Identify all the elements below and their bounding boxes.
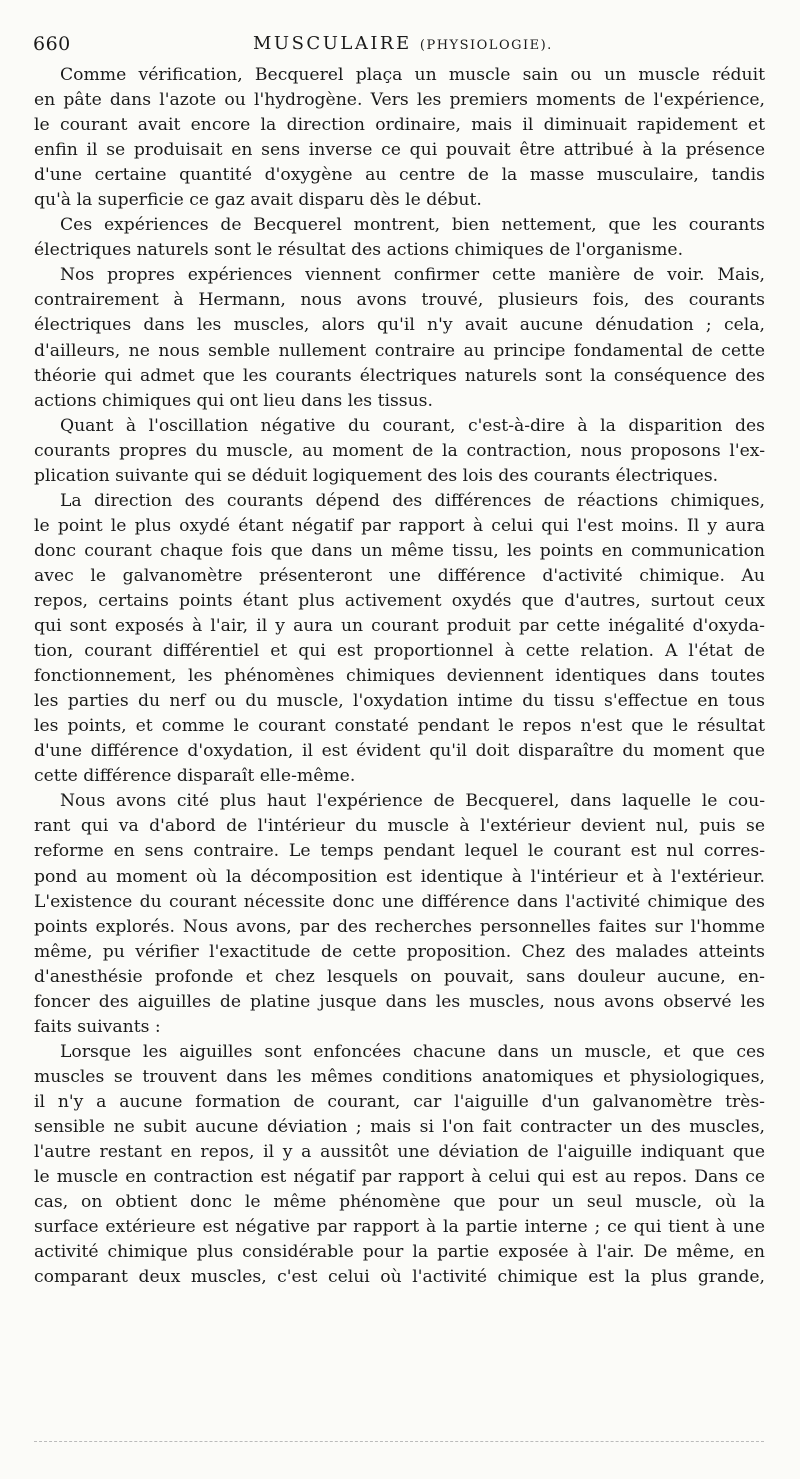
text-line: L'existence du courant nécessite donc une différence dans l'activité chimique des — [34, 891, 765, 912]
text-line: points explorés. Nous avons, par des recherches personnelles faites sur l'homme — [34, 916, 765, 937]
text-line: qu'à la superficie ce gaz avait disparu dès le début. — [34, 190, 482, 211]
text-line: Quant à l'oscillation négative du courant, c'est-à-dire à la disparition des — [60, 415, 765, 436]
text-line: Ces expériences de Becquerel montrent, bien nettement, que les courants — [60, 215, 765, 236]
text-line: courants propres du muscle, au moment de la contraction, nous proposons l'ex- — [34, 440, 765, 461]
page-number: 660 — [33, 33, 71, 55]
text-line: cette différence disparaît elle-même. — [34, 766, 356, 787]
paragraph — [34, 1040, 765, 1290]
text-line: foncer des aiguilles de platine jusque dans les muscles, nous avons observé les — [34, 991, 765, 1012]
paragraph — [34, 489, 765, 790]
paragraph — [34, 63, 765, 213]
text-line: les points, et comme le courant constaté pendant le repos n'est que le résultat — [34, 716, 765, 737]
text-line: électriques naturels sont le résultat des actions chimiques de l'organisme. — [34, 240, 684, 261]
text-line: Comme vérification, Becquerel plaça un muscle sain ou un muscle réduit — [60, 65, 765, 85]
paragraph — [34, 789, 765, 1039]
text-line: rant qui va d'abord de l'intérieur du muscle à l'extérieur devient nul, puis se — [34, 816, 765, 837]
running-head — [253, 33, 553, 54]
text-line: en pâte dans l'azote ou l'hydrogène. Vers les premiers moments de l'expérience, — [34, 90, 765, 111]
text-line: muscles se trouvent dans les mêmes conditions anatomiques et physiologiques, — [34, 1066, 765, 1087]
text-line: d'anesthésie profonde et chez lesquels on pouvait, sans douleur aucune, en- — [34, 966, 765, 987]
text-line: Nos propres expériences viennent confirmer cette manière de voir. Mais, — [60, 265, 765, 286]
text-line: activité chimique plus considérable pour la partie exposée à l'air. De même, en — [34, 1242, 765, 1263]
text-line: le muscle en contraction est négatif par rapport à celui qui est au repos. Dans ce — [34, 1167, 765, 1188]
paragraph — [34, 263, 765, 413]
text-line: actions chimiques qui ont lieu dans les tissus. — [34, 390, 433, 411]
text-line: d'ailleurs, ne nous semble nullement contraire au principe fondamental de cette — [34, 340, 765, 361]
body-text — [34, 63, 765, 1290]
text-line: reforme en sens contraire. Le temps pendant lequel le courant est nul corres- — [34, 841, 765, 862]
text-line: d'une différence d'oxydation, il est évident qu'il doit disparaître du moment que — [34, 741, 765, 762]
text-line: repos, certains points étant plus activement oxydés que d'autres, surtout ceux — [34, 590, 765, 611]
text-line: tion, courant différentiel et qui est proportionnel à cette relation. A l'état de — [34, 641, 765, 662]
text-line: Lorsque les aiguilles sont enfoncées chacune dans un muscle, et que ces — [60, 1041, 765, 1062]
text-line: faits suivants : — [34, 1016, 161, 1037]
text-line: qui sont exposés à l'air, il y aura un courant produit par cette inégalité d'oxyda- — [34, 616, 765, 637]
text-line: avec le galvanomètre présenteront une différence d'activité chimique. Au — [34, 565, 765, 586]
text-line: il n'y a aucune formation de courant, car l'aiguille d'un galvanomètre très- — [34, 1091, 765, 1112]
text-line: plication suivante qui se déduit logiquement des lois des courants électriques. — [34, 465, 719, 486]
text-line: électriques dans les muscles, alors qu'il n'y avait aucune dénudation ; cela, — [34, 315, 765, 336]
page-header — [33, 33, 763, 57]
running-head-subtitle: (PHYSIOLOGIE). — [419, 38, 553, 53]
text-line: surface extérieure est négative par rapport à la partie interne ; ce qui tient à une — [34, 1217, 765, 1238]
text-line: théorie qui admet que les courants électriques naturels sont la conséquence des — [34, 365, 765, 386]
text-line: le point le plus oxydé étant négatif par rapport à celui qui l'est moins. Il y aura — [34, 515, 765, 536]
text-line: fonctionnement, les phénomènes chimiques deviennent identiques dans toutes — [34, 666, 765, 687]
footer-rule — [34, 1441, 764, 1442]
text-line: enfin il se produisait en sens inverse ce qui pouvait être attribué à la présence — [34, 140, 765, 161]
text-line: La direction des courants dépend des différences de réactions chimiques, — [60, 490, 765, 511]
text-line: comparant deux muscles, c'est celui où l'activité chimique est la plus grande, — [34, 1267, 765, 1288]
text-line: les parties du nerf ou du muscle, l'oxydation intime du tissu s'effectue en tous — [34, 691, 765, 712]
running-head-title: MUSCULAIRE — [253, 33, 412, 54]
text-line: sensible ne subit aucune déviation ; mais si l'on fait contracter un des muscles, — [34, 1116, 765, 1137]
text-line: l'autre restant en repos, il y a aussitôt une déviation de l'aiguille indiquant que — [34, 1142, 765, 1163]
text-line: même, pu vérifier l'exactitude de cette proposition. Chez des malades atteints — [34, 941, 765, 962]
paragraph — [34, 213, 765, 263]
text-line: donc courant chaque fois que dans un même tissu, les points en communication — [34, 540, 765, 561]
text-line: Nous avons cité plus haut l'expérience de Becquerel, dans laquelle le cou- — [60, 791, 765, 812]
text-line: contrairement à Hermann, nous avons trouvé, plusieurs fois, des courants — [34, 290, 765, 311]
text-line: le courant avait encore la direction ordinaire, mais il diminuait rapidement et — [34, 115, 765, 136]
paragraph — [34, 414, 765, 489]
text-line: pond au moment où la décomposition est identique à l'intérieur et à l'extérieur. — [34, 866, 765, 887]
text-line: cas, on obtient donc le même phénomène que pour un seul muscle, où la — [34, 1192, 765, 1213]
text-line: d'une certaine quantité d'oxygène au centre de la masse musculaire, tandis — [34, 165, 765, 186]
